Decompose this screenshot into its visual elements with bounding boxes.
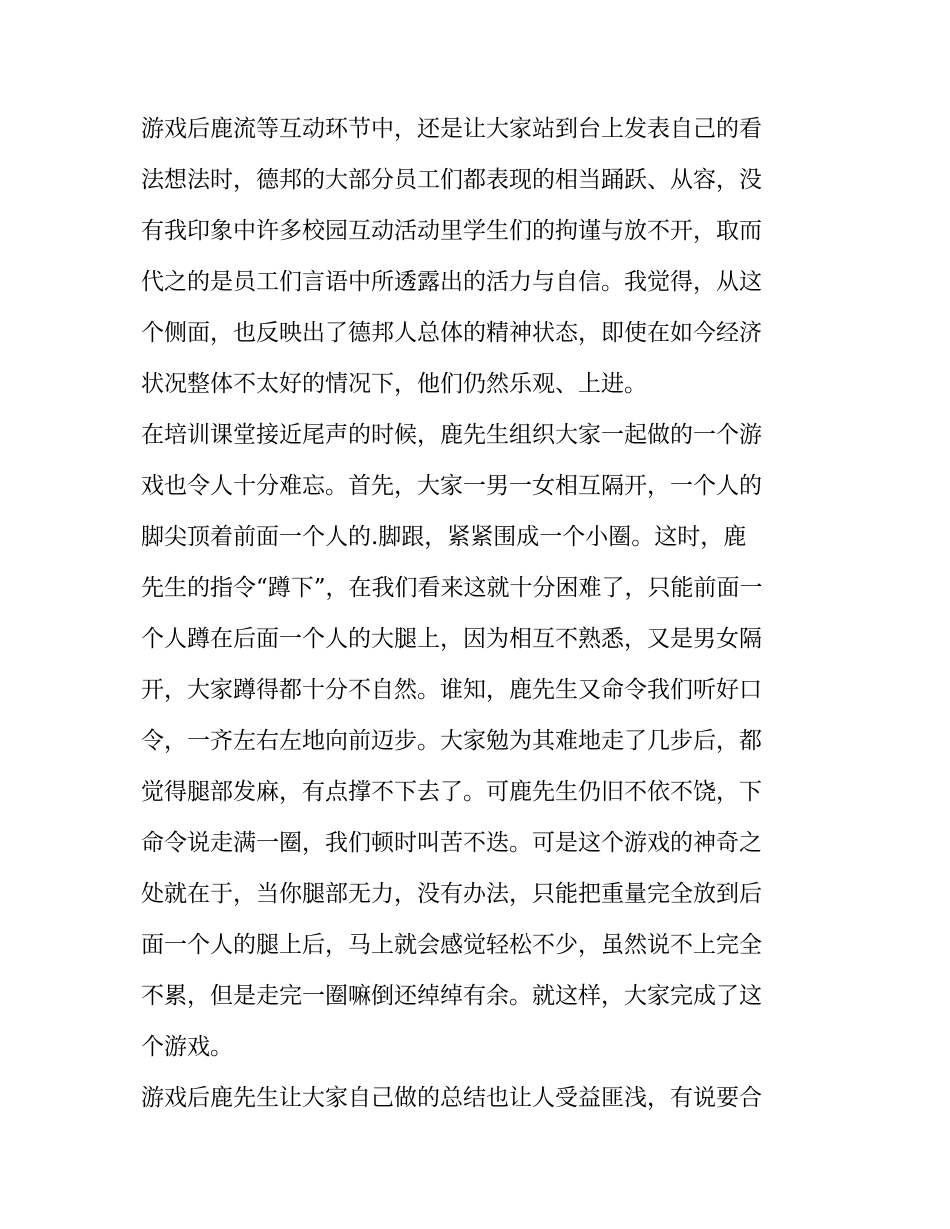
text-line: 先生的指令“蹲下”，在我们看来这就十分困难了，只能前面一: [141, 575, 763, 601]
text-line: 戏也令人十分难忘。首先，大家一男一女相互隔开，一个人的: [141, 473, 762, 499]
text-line: 状况整体不太好的情况下，他们仍然乐观、上进。: [141, 371, 647, 397]
text-line: 个游戏。: [141, 1034, 233, 1060]
text-line: 脚尖顶着前面一个人的.脚跟，紧紧围成一个小圈。这时，鹿: [141, 524, 747, 550]
body-text: [141, 104, 821, 1124]
text-line: 处就在于，当你腿部无力，没有办法，只能把重量完全放到后: [141, 881, 762, 907]
text-line: 开，大家蹲得都十分不自然。谁知，鹿先生又命令我们听好口: [141, 677, 762, 703]
text-line: 游戏后鹿先生让大家自己做的总结也让人受益匪浅，有说要合: [141, 1085, 762, 1111]
text-line: 有我印象中许多校园互动活动里学生们的拘谨与放不开，取而: [141, 218, 762, 244]
text-line: 在培训课堂接近尾声的时候，鹿先生组织大家一起做的一个游: [141, 422, 762, 448]
text-line: 令，一齐左右左地向前迈步。大家勉为其难地走了几步后，都: [141, 728, 762, 754]
text-line: 个人蹲在后面一个人的大腿上，因为相互不熟悉，又是男女隔: [141, 626, 762, 652]
text-line: 游戏后鹿流等互动环节中，还是让大家站到台上发表自己的看: [141, 116, 762, 142]
text-line: 个侧面，也反映出了德邦人总体的精神状态，即使在如今经济: [141, 320, 762, 346]
text-line: 命令说走满一圈，我们顿时叫苦不迭。可是这个游戏的神奇之: [141, 830, 762, 856]
text-line: 面一个人的腿上后，马上就会感觉轻松不少，虽然说不上完全: [141, 932, 762, 958]
text-line: 不累，但是走完一圈嘛倒还绰绰有余。就这样，大家完成了这: [141, 983, 762, 1009]
text-line: 觉得腿部发麻，有点撑不下去了。可鹿先生仍旧不依不饶，下: [141, 779, 762, 805]
text-line: 代之的是员工们言语中所透露出的活力与自信。我觉得，从这: [141, 269, 762, 295]
text-line: 法想法时，德邦的大部分员工们都表现的相当踊跃、从容，没: [141, 167, 762, 193]
